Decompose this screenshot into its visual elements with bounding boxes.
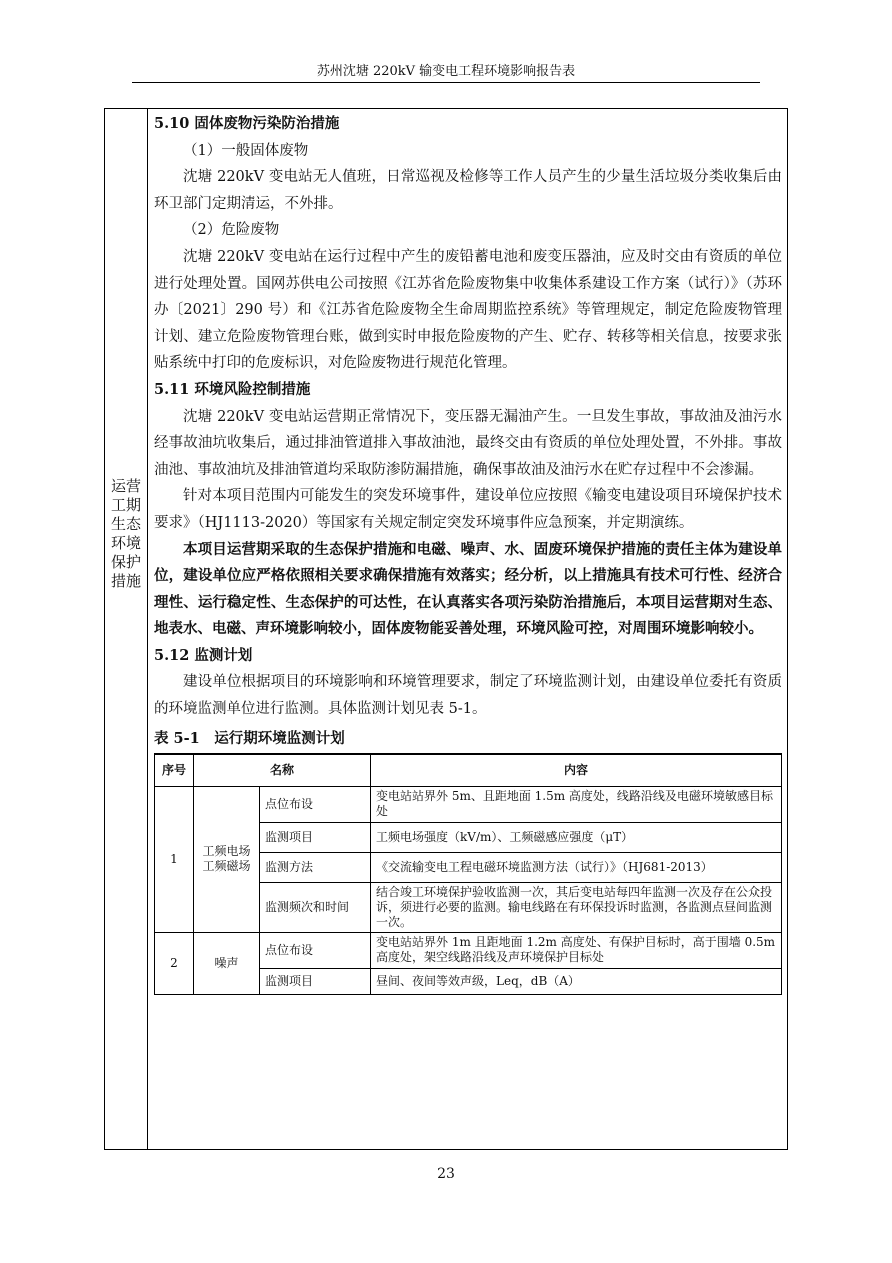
- report-frame: [104, 108, 788, 1150]
- row-item: 监测频次和时间: [260, 882, 371, 932]
- paragraph: 沈塘 220kV 变电站在运行过程中产生的废铅蓄电池和废变压器油，应及时交由有资质的单位进行处理处置。国网苏供电公司按照《江苏省危险废物集中收集体系建设工作方案（试行）》（苏环办〔2021〕290 号）和《江苏省危险废物全生命周期监控系统》等管理规定，制定危险废物管理计划、建立危险废物管理台账，做到实时申报危险废物的产生、贮存、转移等相关信息，按要求张贴系统中打印的危废标识，对危险废物进行规范化管理。: [154, 248, 782, 372]
- side-label-line: 生态: [110, 515, 141, 533]
- table-row: [155, 786, 782, 822]
- table-row: [155, 932, 782, 968]
- subheading-general-waste: （1）一般固体废物: [183, 142, 309, 159]
- side-label-line: 工期: [110, 496, 141, 514]
- row-no: 2: [155, 932, 194, 994]
- row-item: 点位布设: [260, 932, 371, 968]
- row-item: 监测方法: [260, 852, 371, 882]
- section-title-5-11: 5.11 环境风险控制措施: [154, 380, 311, 398]
- page-header: 苏州沈塘 220kV 输变电工程环境影响报告表: [316, 64, 576, 79]
- row-content: 《交流输变电工程电磁环境监测方法（试行）》（HJ681-2013）: [371, 852, 782, 882]
- page-number: 23: [437, 1166, 455, 1182]
- row-name: 噪声: [194, 932, 260, 994]
- side-label: [105, 477, 147, 591]
- section-title-5-10: 5.10 固体废物污染防治措施: [154, 115, 340, 132]
- row-name: 工频电场 工频磁场: [194, 786, 260, 932]
- monitoring-plan-table: [154, 753, 782, 995]
- paragraph: 沈塘 220kV 变电站无人值班，日常巡视及检修等工作人员产生的少量生活垃圾分类收集后由环卫部门定期清运，不外排。: [154, 169, 782, 212]
- side-label-line: 保护: [110, 553, 141, 571]
- row-content: 工频电场强度（kV/m）、工频磁感应强度（μT）: [371, 822, 782, 852]
- row-content: 变电站站界外 1m 且距地面 1.2m 高度处、有保护目标时，高于围墙 0.5m 高度处，架空线路沿线及声环境保护目标处: [371, 932, 782, 968]
- row-content: 昼间、夜间等效声级，Leq，dB（A）: [371, 968, 782, 994]
- table-header-row: [155, 754, 782, 787]
- row-item: 监测项目: [260, 822, 371, 852]
- header-name: 名称: [194, 754, 371, 787]
- paragraph: 建设单位根据项目的环境影响和环境管理要求，制定了环境监测计划，由建设单位委托有资质的环境监测单位进行监测。具体监测计划见表 5-1。: [154, 674, 782, 718]
- table-caption: 表 5-1 运行期环境监测计划: [154, 729, 345, 747]
- side-label-line: 运营: [110, 477, 141, 495]
- header-content: 内容: [371, 754, 782, 787]
- content-area: [154, 111, 782, 995]
- side-label-line: 环境: [110, 534, 141, 552]
- section-title-5-12: 5.12 监测计划: [154, 646, 253, 664]
- paragraph: 沈塘 220kV 变电站运营期正常情况下，变压器无漏油产生。一旦发生事故，事故油及油污水经事故油坑收集后，通过排油管道排入事故油池，最终交由有资质的单位处理处置，不外排。事故油池、事故油坑及排油管道均采取防渗防漏措施，确保事故油及油污水在贮存过程中不会渗漏。: [154, 408, 782, 478]
- side-column: [105, 109, 148, 1149]
- row-content: 结合竣工环境保护验收监测一次，其后变电站每四年监测一次及存在公众投诉，须进行必要的监测。输电线路在有环保投诉时监测，各监测点昼间监测一次。: [371, 882, 782, 932]
- row-item: 监测项目: [260, 968, 371, 994]
- header-no: 序号: [155, 754, 194, 787]
- row-item: 点位布设: [260, 786, 371, 822]
- side-label-line: 措施: [110, 572, 141, 590]
- subheading-hazardous-waste: （2）危险废物: [183, 222, 280, 239]
- header-rule: [132, 82, 760, 83]
- row-no: 1: [155, 786, 194, 932]
- bold-conclusion-paragraph: 本项目运营期采取的生态保护措施和电磁、噪声、水、固废环境保护措施的责任主体为建设单位，建设单位应严格依照相关要求确保措施有效落实；经分析，以上措施具有技术可行性、经济合理性、运行稳定性、生态保护的可达性，在认真落实各项污染防治措施后，本项目运营期对生态、地表水、电磁、声环境影响较小，固体废物能妥善处理，环境风险可控，对周围环境影响较小。: [154, 540, 782, 638]
- paragraph: 针对本项目范围内可能发生的突发环境事件，建设单位应按照《输变电建设项目环境保护技术要求》（HJ1113-2020）等国家有关规定制定突发环境事件应急预案，并定期演练。: [154, 488, 782, 531]
- row-content: 变电站站界外 5m、且距地面 1.5m 高度处，线路沿线及电磁环境敏感目标处: [371, 786, 782, 822]
